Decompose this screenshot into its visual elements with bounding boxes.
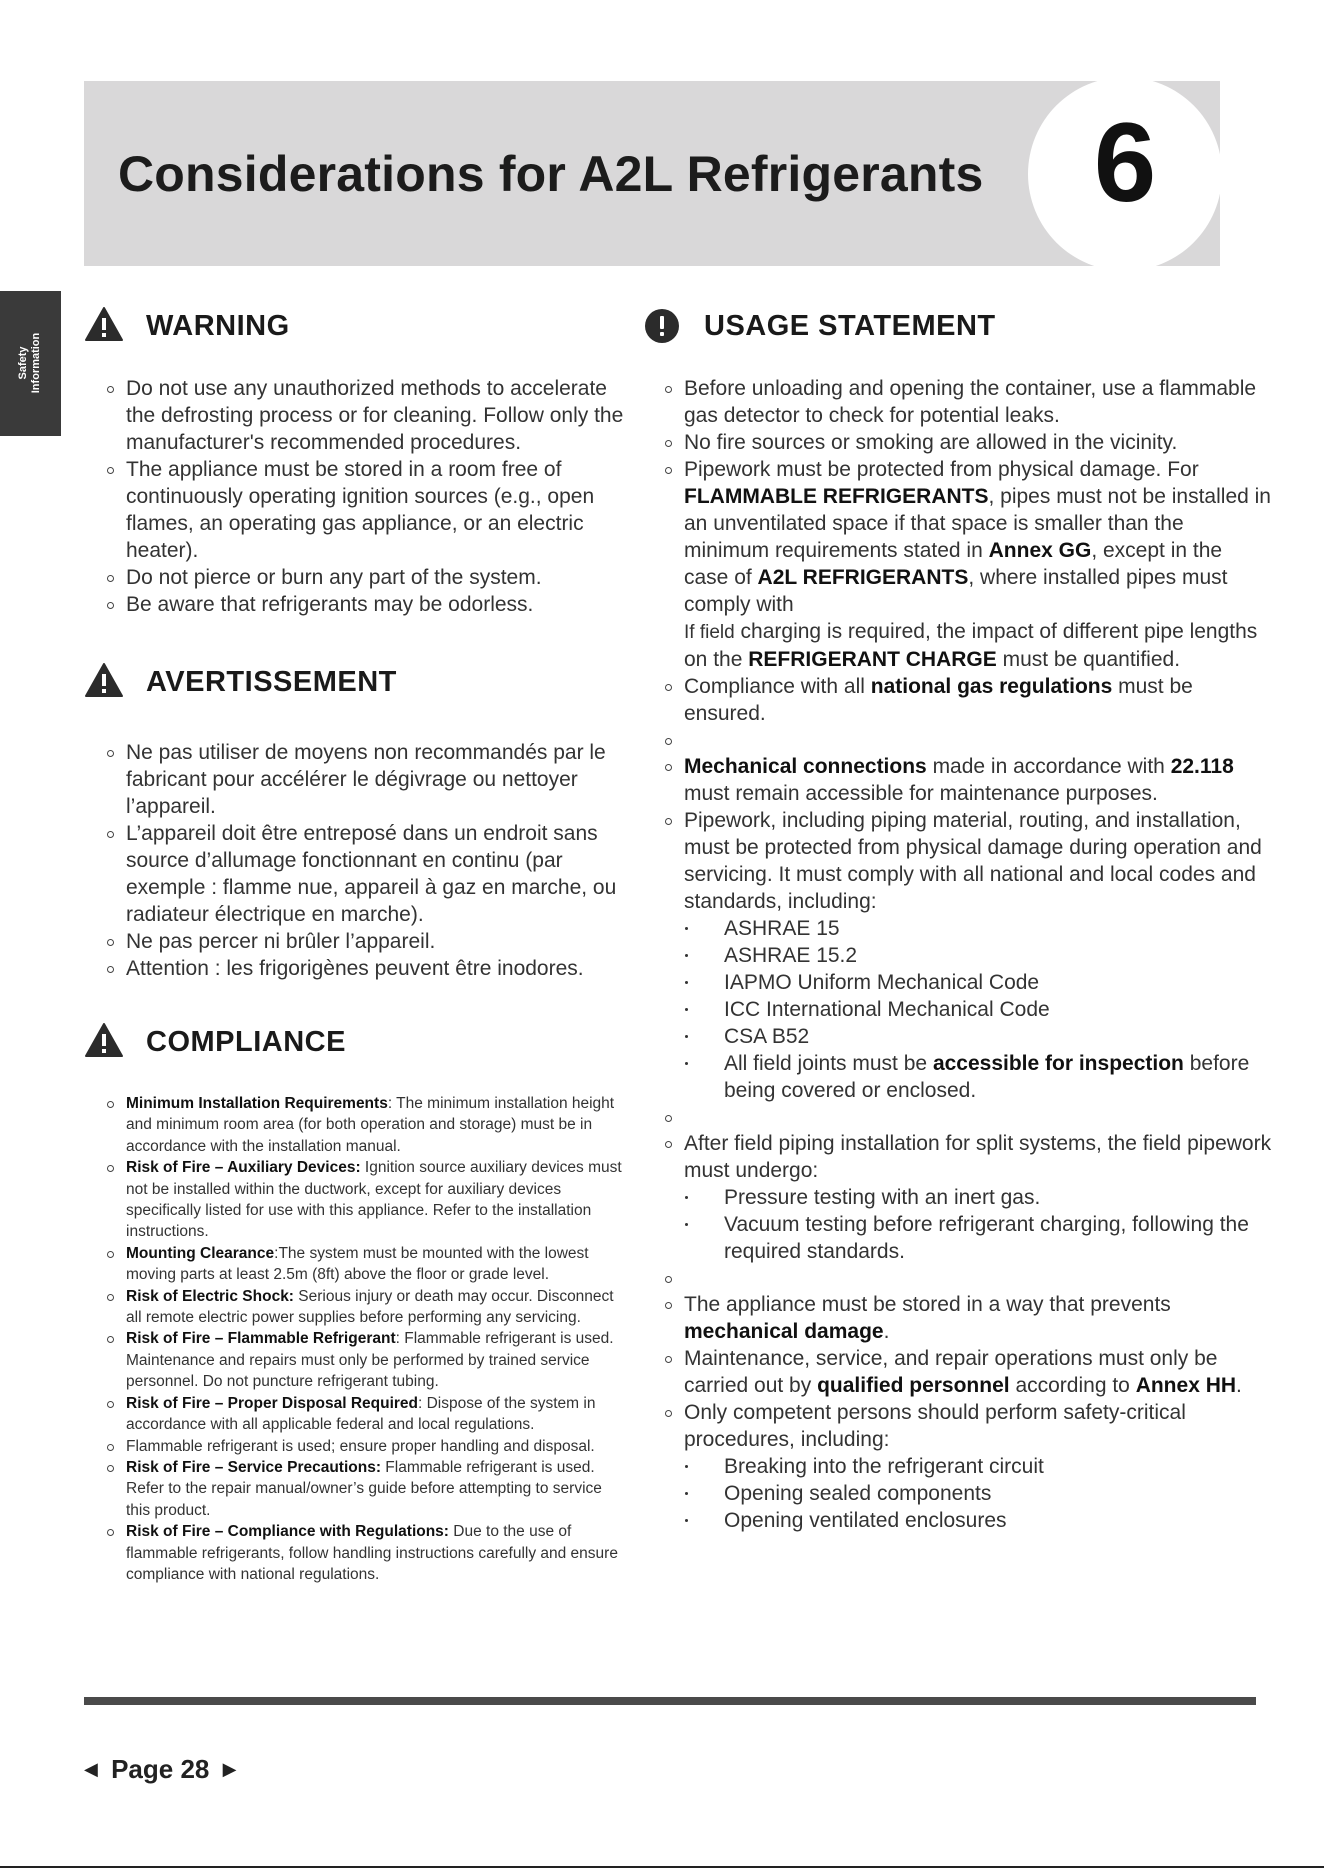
list-item: Risk of Fire – Auxiliary Devices: Ignition source auxiliary devices must not be installed within the ductwork, except for auxiliary devices specifically listed for use with this appliance. Refer to the installation instructions. — [104, 1157, 624, 1243]
exclamation-circle-icon — [644, 308, 680, 344]
list-item: Risk of Fire – Proper Disposal Required: Dispose of the system in accordance with all applicable federal and local regulations. — [104, 1393, 624, 1436]
page-number: Page 28 — [111, 1753, 210, 1784]
sub-list-item: ASHRAE 15 — [684, 915, 1272, 942]
spacer — [662, 1265, 1272, 1291]
bottom-rule — [0, 1866, 1324, 1868]
list-item: The appliance must be stored in a way that prevents mechanical damage. — [662, 1291, 1272, 1345]
list-item: Pipework, including piping material, routing, and installation, must be protected from physical damage during operation and servicing. It must comply with all national and local codes and standards, including: ASHRAE 15 ASHRAE 15.2 IAPMO Uniform Mechanical Code ICC International Mechanical Code CSA B52 All field joints must be accessible for inspection before being covered or enclosed. — [662, 807, 1272, 1104]
warning-list — [104, 375, 624, 618]
standards-list — [684, 915, 1272, 1104]
list-item: Before unloading and opening the container, use a flammable gas detector to check for potential leaks. — [662, 375, 1272, 429]
compliance-list — [104, 1093, 624, 1585]
list-item: Attention : les frigorigènes peuvent être inodores. — [104, 955, 624, 982]
side-tab-safety[interactable] — [0, 291, 61, 436]
usage-list — [662, 375, 1272, 1534]
side-tab-label: Safety Information — [17, 332, 42, 394]
left-arrow-icon[interactable]: ◀ — [84, 1758, 98, 1779]
list-item: Risk of Fire – Flammable Refrigerant: Flammable refrigerant is used. Maintenance and repairs must only be performed by trained service personnel. Do not puncture refrigerant tubing. — [104, 1328, 624, 1392]
spacer — [662, 1104, 1272, 1130]
sub-list-item: All field joints must be accessible for inspection before being covered or enclosed. — [684, 1050, 1272, 1104]
list-item: L’appareil doit être entreposé dans un endroit sans source d’allumage fonctionnant en continu (par exemple : flamme nue, appareil à gaz en marche, ou radiateur électrique en marche). — [104, 820, 624, 928]
footer-divider — [84, 1697, 1256, 1705]
right-arrow-icon[interactable]: ▶ — [222, 1758, 237, 1779]
page-title: Considerations for A2L Refrigerants — [118, 146, 984, 202]
sub-list-item: CSA B52 — [684, 1023, 1272, 1050]
page-navigation — [84, 1752, 236, 1782]
list-item: Do not pierce or burn any part of the system. — [104, 564, 624, 591]
procedures-list — [684, 1453, 1272, 1534]
list-item: After field piping installation for split systems, the field pipework must undergo: Pressure testing with an inert gas. Vacuum testing before refrigerant charging, following the required standards. — [662, 1130, 1272, 1265]
list-item: Mechanical connections made in accordance with 22.118 must remain accessible for maintenance purposes. — [662, 753, 1272, 807]
list-item: Risk of Fire – Compliance with Regulations: Due to the use of flammable refrigerants, follow handling instructions carefully and ensure compliance with national regulations. — [104, 1521, 624, 1585]
compliance-heading: COMPLIANCE — [84, 1022, 534, 1066]
avertissement-list — [104, 739, 624, 982]
sub-list-item: IAPMO Uniform Mechanical Code — [684, 969, 1272, 996]
list-item: Risk of Fire – Service Precautions: Flammable refrigerant is used. Refer to the repair manual/owner’s guide before attempting to service this product. — [104, 1457, 624, 1521]
list-item: Mounting Clearance:The system must be mounted with the lowest moving parts at least 2.5m (8ft) above the floor or grade level. — [104, 1243, 624, 1286]
list-item: Be aware that refrigerants may be odorless. — [104, 591, 624, 618]
sub-list-item: Pressure testing with an inert gas. — [684, 1184, 1272, 1211]
sub-list-item: ICC International Mechanical Code — [684, 996, 1272, 1023]
usage-heading: USAGE STATEMENT — [644, 306, 1144, 350]
warning-triangle-icon — [84, 662, 124, 698]
list-item: Maintenance, service, and repair operations must only be carried out by qualified personnel according to Annex HH. — [662, 1345, 1272, 1399]
list-item: Ne pas utiliser de moyens non recommandés par le fabricant pour accélérer le dégivrage ou nettoyer l’appareil. — [104, 739, 624, 820]
sub-list-item: Opening ventilated enclosures — [684, 1507, 1272, 1534]
warning-triangle-icon — [84, 306, 124, 342]
sub-list-item: Opening sealed components — [684, 1480, 1272, 1507]
spacer — [662, 727, 1272, 753]
list-item: Do not use any unauthorized methods to accelerate the defrosting process or for cleaning. Follow only the manufacturer's recommended procedures. — [104, 375, 624, 456]
list-item: Minimum Installation Requirements: The minimum installation height and minimum room area (for both operation and storage) must be in accordance with the installation manual. — [104, 1093, 624, 1157]
sub-list-item: ASHRAE 15.2 — [684, 942, 1272, 969]
testing-list — [684, 1184, 1272, 1265]
chapter-number: 6 — [1093, 100, 1157, 225]
avertissement-heading: AVERTISSEMENT — [84, 662, 534, 706]
warning-triangle-icon — [84, 1022, 124, 1058]
list-item: Ne pas percer ni brûler l’appareil. — [104, 928, 624, 955]
list-item: Compliance with all national gas regulations must be ensured. — [662, 673, 1272, 727]
warning-heading: WARNING — [84, 306, 484, 350]
list-item: Pipework must be protected from physical damage. For FLAMMABLE REFRIGERANTS, pipes must not be installed in an unventilated space if that space is smaller than the minimum requirements stated in Annex GG, except in the case of A2L REFRIGERANTS, where installed pipes must comply with If field charging is required, the impact of different pipe lengths on the REFRIGERANT CHARGE must be quantified. — [662, 456, 1272, 673]
list-item: No fire sources or smoking are allowed in the vicinity. — [662, 429, 1272, 456]
list-item: The appliance must be stored in a room free of continuously operating ignition sources (e.g., open flames, an operating gas appliance, or an electric heater). — [104, 456, 624, 564]
sub-list-item: Vacuum testing before refrigerant charging, following the required standards. — [684, 1211, 1272, 1265]
chapter-badge — [1028, 81, 1220, 266]
sub-list-item: Breaking into the refrigerant circuit — [684, 1453, 1272, 1480]
list-item: Flammable refrigerant is used; ensure proper handling and disposal. — [104, 1436, 624, 1457]
list-item: Only competent persons should perform safety-critical procedures, including: Breaking into the refrigerant circuit Opening sealed components Opening ventilated enclosures — [662, 1399, 1272, 1534]
chapter-header — [84, 81, 1220, 266]
list-item: Risk of Electric Shock: Serious injury or death may occur. Disconnect all remote electric power supplies before performing any servicing. — [104, 1286, 624, 1329]
